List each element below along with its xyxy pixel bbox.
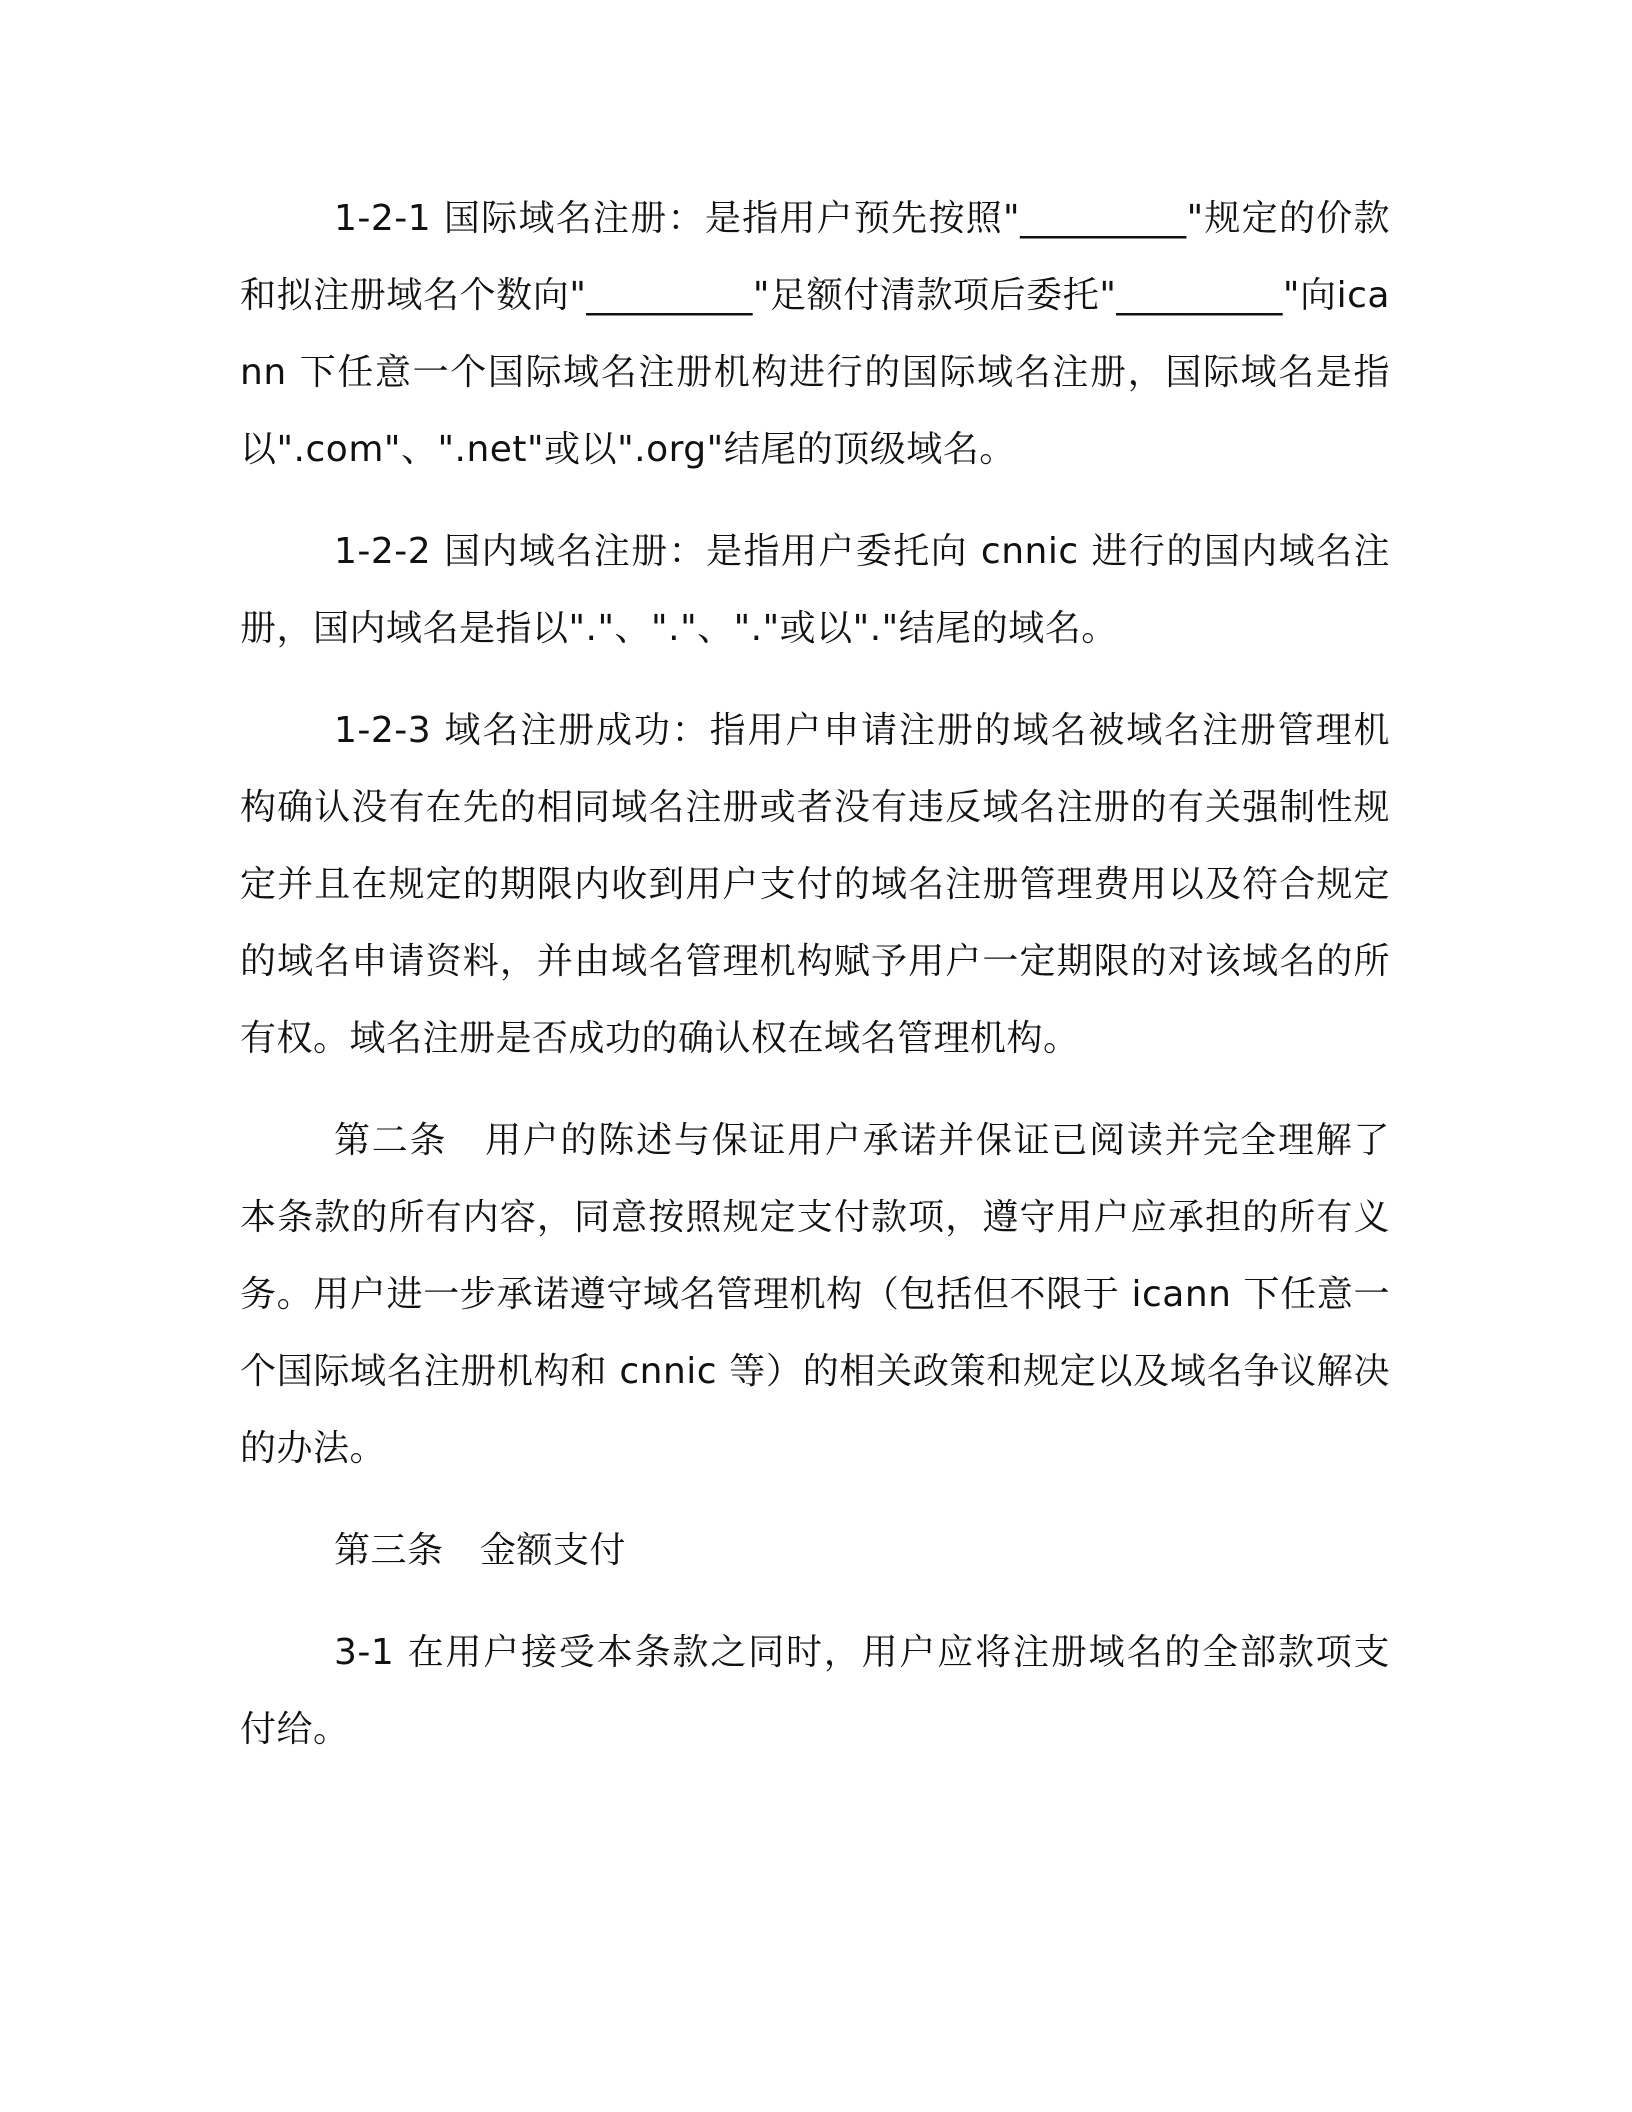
paragraph-1-2-2: 1-2-2 国内域名注册：是指用户委托向 cnnic 进行的国内域名注册，国内域名是指以"."、"."、"."或以"."结尾的域名。 [240,531,1390,649]
paragraph-3-1: 3-1 在用户接受本条款之同时，用户应将注册域名的全部款项支付给。 [240,1632,1390,1750]
paragraph-1-2-1: 1-2-1 国际域名注册：是指用户预先按照"_________"规定的价款和拟注册域名个数向"_________"足额付清款项后委托"_________"向icann 下任意一个国际域名注册机构进行的国际域名注册，国际域名是指以".com"、".net"或以".org"结尾的顶级域名。 [240,198,1390,470]
heading-article-3: 第三条 金额支付 [334,1530,627,1571]
paragraph-article-2: 第二条 用户的陈述与保证用户承诺并保证已阅读并完全理解了本条款的所有内容，同意按照规定支付款项，遵守用户应承担的所有义务。用户进一步承诺遵守域名管理机构（包括但不限于 icann 下任意一个国际域名注册机构和 cnnic 等）的相关政策和规定以及域名争议解决的办法。 [240,1120,1390,1469]
paragraph-1-2-3: 1-2-3 域名注册成功：指用户申请注册的域名被域名注册管理机构确认没有在先的相同域名注册或者没有违反域名注册的有关强制性规定并且在规定的期限内收到用户支付的域名注册管理费用以及符合规定的域名申请资料，并由域名管理机构赋予用户一定期限的对该域名的所有权。域名注册是否成功的确认权在域名管理机构。 [240,710,1390,1059]
document-page [240,180,1390,1768]
